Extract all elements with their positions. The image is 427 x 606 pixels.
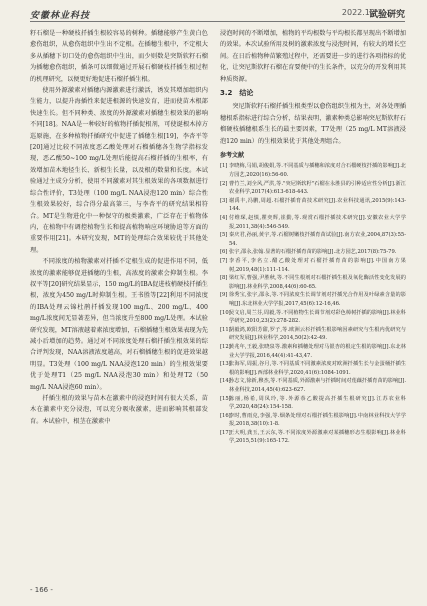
reference-item	[220, 257, 406, 274]
reference-number: [3]	[220, 197, 228, 204]
reference-number: [16]	[220, 412, 231, 419]
reference-text: 王大明,龚玉,王云东,等.不同浓度外源激素对某插穗形态生根影响[J].林业科学,2015,51(9):165-172.	[229, 429, 406, 445]
reference-item	[220, 412, 406, 429]
references-heading: 参考文献	[220, 152, 245, 160]
reference-text: 陈丽,杨希,周凤玲,等.外源萘乙酸提高扦插生根研究[J].江苏农业科学,2020,48(24):154-158.	[229, 395, 406, 411]
right-column	[220, 28, 406, 446]
reference-text: 曹竹兰,刘全风,严洪,等."突尼斯软籽"石榴在永胜县的引种适应性分析[J].浙江农业科学,2017(4):613-618-443.	[229, 180, 406, 196]
reference-text: 秦庆君,孙丽,黄宇,等.石榴树嫩枝扦插育苗试验[J].南方农业,2004,87(3):55-54.	[229, 232, 406, 247]
reference-item	[220, 309, 406, 326]
header-rule	[30, 21, 405, 22]
reference-number: [17]	[220, 429, 231, 436]
reference-item	[220, 180, 406, 197]
reference-item	[220, 326, 406, 343]
reference-item	[220, 248, 406, 257]
reference-list	[220, 162, 406, 446]
reference-item	[220, 274, 406, 291]
reference-number: [10]	[220, 309, 231, 316]
left-column	[30, 28, 208, 427]
reference-item	[220, 162, 406, 179]
reference-number: [15]	[220, 395, 231, 402]
reference-number: [9]	[220, 292, 228, 299]
reference-number: [2]	[220, 180, 228, 187]
page-header	[0, 0, 427, 24]
reference-item	[220, 214, 406, 231]
reference-number: [11]	[220, 326, 231, 333]
reference-item	[220, 395, 406, 412]
reference-item	[220, 291, 406, 308]
reference-text: 谢禹丰,冯鹏,周超.石榴扦插育苗技术研究[J].农业科技通讯,2015(9):143-144.	[229, 197, 406, 213]
reference-text: 张宇,邵永,张翰.显著的石榴扦插育苗的影响[J].北方园艺,2017(8):75-79.	[229, 249, 397, 256]
issue-date: 2022.12	[341, 8, 375, 17]
section-title: 试验研究	[368, 10, 405, 20]
conclusion-paragraph: 突尼斯软籽石榴扦插生根类型以愈伤组织生根为主，对各处理插穗根系指标进行综合分析，结果表明，激素种类总影响突尼斯软籽石榴硬枝插穗根系生长的最主要因素，T7处理（25 mg/L MT溶液浸泡120 min）的生根效果优于其他处理组合。	[220, 103, 406, 145]
reference-item	[220, 343, 406, 360]
reference-number: [14]	[220, 378, 231, 385]
reference-text: 黄兆年,王毅,张晓泉等.激素和插穗处理对马银杏的根定生根的影响[J].东北林业大学学报,2016,44(4):41-43,47.	[229, 343, 406, 359]
body-paragraph: 扦插生根的效果与苗木在激素中的浸泡时间有很大关系，苗木在激素中充分浸泡，可以充分吸收激素，进而影响其根部发育。本试验中，根茎在激素中	[30, 395, 208, 425]
reference-text: 徐秀宝,张宇,邵永,等.不同浓度生长调节剂对扦插光合作用及叶绿素含量的影响[J].东北林业大学学报,2017,45(6):12-16,46.	[229, 292, 406, 307]
reference-number: [8]	[220, 275, 228, 282]
reference-item	[220, 360, 406, 377]
reference-text: 吴文启,周兰芬,周毅,等.不同植物生长调节剂对彩色樟树扦插的影响[J].林业科学研究,2010,23(2):278-282.	[229, 309, 406, 325]
reference-number: [6]	[220, 249, 228, 256]
reference-text: 梁红军,曹强,尹胜秋,等.不同生根剂对石榴扦插生根及氧化酶活性变化发展的影响[J].林业科学,2008,44(6):60-65.	[229, 275, 406, 290]
reference-number: [4]	[220, 215, 228, 222]
reference-number: [12]	[220, 343, 231, 350]
journal-logo: 安徽林业科技	[30, 11, 91, 21]
body-paragraph: 使用外源激素对插穗内源激素进行激活，诱发其增加组织内生能力，以提升海插性来促进根源的快速发育，进而使苗木根部快速生长。但不同种类、浓度的外源激素对插穗生根效果的影响不同[18]。NAA是一种较好的植物扦插促根剂，可使诞根木掉方巡原施，在多种植物扦插研究中促进了插穗生根[19]，李杏平等[20]通过比较不同浓度恶乙酸处理对石榴插穗各生物学指标发现，恶乙酸50~100 mg/L处理后能提高石榴扦插的生根率，有效增加苗木地径生长、新根生长量，以及根的数量和长度。本试验通过主成分分析，使用不同激素对其生根效果的各项数据进行综合性评价，T3处理（100 mg/L NAA浸泡120 min）综合性生根效果较好，综合得分最高第三，与李杏平的研究结果相符合。MT是生物进化中一种保守的极类激素，广泛存在于植物体内，在植物中有调控植物生长和提高植物响应环境胁迫等方面的重要作用[21]。本研究发现，MT的处理综合效果较优于其他处理。	[30, 87, 208, 254]
body-paragraph: 浸泡时间的不断增加，植物的平均根数与平均根长都呈现出不断增加的效果。本次试验所用及树的激素浓度与浸泡时间，有较大的增长空间。在日后植物种苗繁殖过程中，还需要进一步的进行各项指标的优化，让突尼斯软籽石榴在育要便中的生长条件，以充分的开发利用其种质资源。	[220, 30, 406, 83]
body-paragraph: 籽石榴是一种硬枝扦插生根较容易的树种。插穗能够产生黄白色愈伤组织，从愈伤组织中生出不定根。在插穗生根中，不定根大多从插穗下切口处的愈伤组织中生出，而少则数是突斯软籽石榴为插穗愈伤组织，插条可以细微通过开展石榴硬枝扦插生根过程的机理研究，以便更好地促进石榴扦插生根。	[30, 30, 208, 83]
reference-text: 李香平,李名立.醋乙酸处理对石榴扦插育苗的影响[J].中国南方果树,2019,48(1):111-114.	[229, 258, 406, 273]
reference-text: 付维琛,赵慎,瞿奕辉,崔勤,等.观赏石榴扦插技术研究[J].安徽农业大学学报,2011,38(4):546-549.	[229, 215, 406, 230]
conclusion-heading: 3.2 结论	[220, 89, 254, 98]
reference-text: 胡毅鸿,欧阳芳甜,罗子,等.欧洲云杉扦插生根影响因素研究与生根内优研究与研究发展[J].林业科学,2014,50(2):42-49.	[229, 326, 406, 342]
reference-text: 李时,曹雨克,李强,等.烟条处理对石榴扦插生根影响[J].中南林业科技大学学报,2018,38(10):1-8.	[229, 412, 406, 428]
reference-item	[220, 231, 406, 248]
reference-number: [5]	[220, 232, 228, 239]
reference-text: 张海军,周振,谷月,等.不同基质不同激素浓度对欧洲扦插生长与金蛋桶扦插生根的影响[J].西部林业科学,2020,41(6):1084-1091.	[229, 361, 406, 376]
body-paragraph: 不同浓度的植物激素对扦插不定根生成的促进作用不同，低浓度的激素能够促进插穗的生根，高浓度的激素会抑制生根。李叔平等[20]研究结果显示，150 mg/L的IBA促进枝梢硬枝扦插生根，浓度为450 mg/L时抑制生根。王书胜等[22]利用不同浓度的IBA处理云锦杜鹃扦插发现100 mg/L、200 mg/L、400 mg/L浓度间无显著差异，但当浓度升至800 mg/L处理。本试验研究发现，MT溶液越着素浓度增加，石榴插穗生根效果表现为先减小后增加的趋势。通过对不同浓度处理石榴扦插生根效果的综合评判发现，NAA溶液浓度越高，对石榴插穗生根的促进效果越明显。T3处理（100 mg/L NAA浸泡120 min）的生根效果要优于处理T1（25 mg/L NAA浸泡30 min）和处理T2（50 mg/L NAA浸泡60 min）。	[30, 258, 208, 391]
reference-number: [13]	[220, 361, 231, 368]
reference-item	[220, 429, 406, 446]
reference-text: 李晓梅,马娟,胡俊娟,等.不同基质与插穗和浓度对合石榴硬枝扦插的影响[J].北方园艺,2020(16):56-60.	[229, 163, 406, 179]
reference-text: 孙志文,徐新,穆杰,等.不同基质,外源激素与扦插时间对莲藕扦插育苗的影响[J].林业科技,2014,45(4):623-627.	[229, 378, 406, 393]
reference-number: [7]	[220, 258, 228, 264]
reference-item	[220, 377, 406, 394]
page-number: - 166 -	[30, 586, 53, 594]
reference-item	[220, 197, 406, 214]
reference-number: [1]	[220, 163, 228, 170]
